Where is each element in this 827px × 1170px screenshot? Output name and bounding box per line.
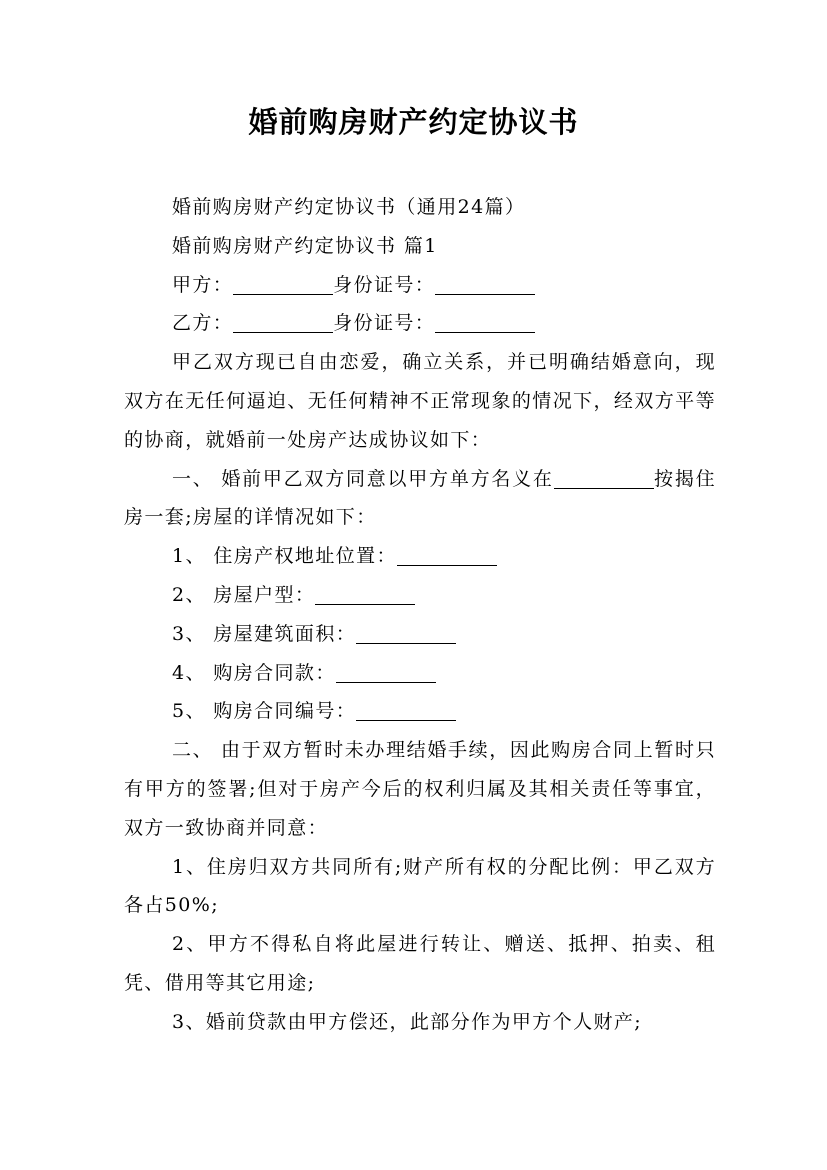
- item-layout-label: 2、 房屋户型：: [172, 583, 316, 606]
- party-b-id-blank: [435, 313, 535, 333]
- party-b-name-blank: [233, 313, 333, 333]
- intro-paragraph: 甲乙双方现已自由恋爱，确立关系，并已明确结婚意向，现双方在无任何逼迫、无任何精神不正常现象的情况下，经双方平等的协商，就婚前一处房产达成协议如下：: [124, 351, 716, 451]
- agreement-item-1: 1、住房归双方共同所有;财产所有权的分配比例：甲乙双方各占50%;: [124, 855, 716, 917]
- party-a-id-blank: [435, 275, 535, 295]
- document-body: [124, 188, 716, 1042]
- item-contract-number: [124, 692, 716, 731]
- clause-one-text-end: 按揭住房一套;房屋的详情况如下：: [124, 467, 717, 529]
- item-address-blank: [397, 546, 497, 566]
- party-a-name-blank: [233, 275, 333, 295]
- item-area-label: 3、 房屋建筑面积：: [172, 622, 357, 645]
- section-heading: 婚前购房财产约定协议书 篇1: [172, 234, 438, 257]
- clause-one-location-blank: [554, 469, 654, 489]
- item-contract-number-blank: [356, 701, 456, 721]
- party-a-line: [124, 266, 716, 305]
- item-price: [124, 654, 716, 693]
- document-title: 婚前购房财产约定协议书: [248, 105, 579, 139]
- party-b-line: [124, 304, 716, 343]
- agreement-item-3: 3、婚前贷款由甲方偿还，此部分作为甲方个人财产;: [172, 1010, 643, 1033]
- item-layout: [124, 576, 716, 615]
- item-address: [124, 537, 716, 576]
- subtitle-paragraph: 婚前购房财产约定协议书（通用24篇）: [172, 196, 526, 218]
- clause-one-paragraph: [124, 460, 716, 538]
- item-price-label: 4、 购房合同款：: [172, 661, 336, 684]
- party-a-label: 甲方：: [172, 273, 234, 296]
- party-b-label: 乙方：: [172, 312, 234, 335]
- agreement-item-2: 2、甲方不得私自将此屋进行转让、赠送、抵押、拍卖、租凭、借用等其它用途;: [124, 933, 716, 994]
- clause-one-text: 一、 婚前甲乙双方同意以甲方单方名义在: [172, 467, 554, 490]
- item-layout-blank: [315, 585, 415, 605]
- item-area: [124, 615, 716, 654]
- clause-two-paragraph: 二、 由于双方暂时未办理结婚手续，因此购房合同上暂时只有甲方的签署;但对于房产今后的权利归属及其相关责任等事宜，双方一致协商并同意：: [124, 739, 716, 839]
- party-a-id-label: 身份证号：: [333, 273, 436, 296]
- item-address-label: 1、 住房产权地址位置：: [172, 545, 397, 568]
- party-b-id-label: 身份证号：: [333, 312, 436, 335]
- item-area-blank: [356, 624, 456, 644]
- item-contract-number-label: 5、 购房合同编号：: [172, 700, 357, 723]
- item-price-blank: [336, 663, 436, 683]
